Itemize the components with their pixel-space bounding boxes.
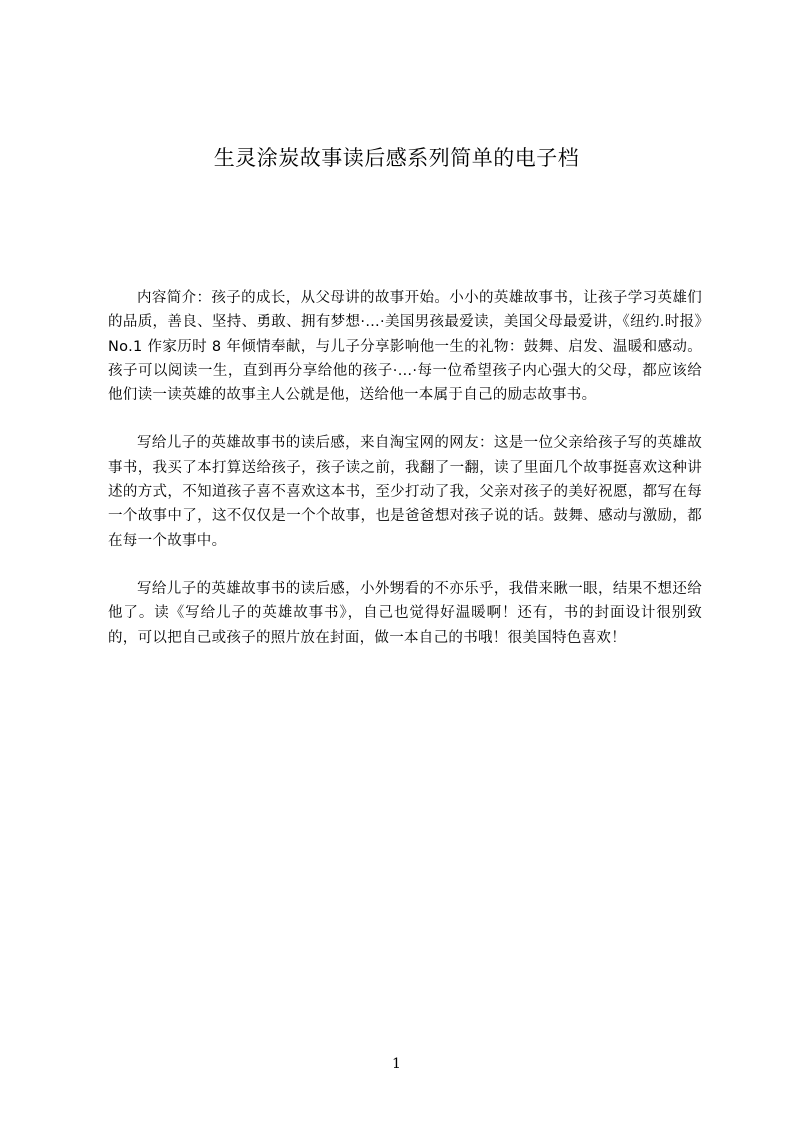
page-number: 1 — [392, 1056, 401, 1072]
paragraph-review-nephew: 写给儿子的英雄故事书的读后感，小外甥看的不亦乐乎，我借来瞅一眼，结果不想还给他了。读《写给儿子的英雄故事书》，自己也觉得好温暖啊！还有，书的封面设计很别致的，可以把自己或孩子的照片放在封面，做一本自己的书哦！很美国特色喜欢！ — [108, 580, 702, 646]
paragraph-intro: 内容简介：孩子的成长，从父母讲的故事开始。小小的英雄故事书，让孩子学习英雄们的品质，善良、坚持、勇敢、拥有梦想·…·美国男孩最爱读，美国父母最爱讲，《纽约.时报》No.1 作家历时 8 年倾情奉献，与儿子分享影响他一生的礼物：鼓舞、启发、温暖和感动。孩子可以阅读一生，直到再分享给他的孩子·…·每一位希望孩子内心强大的父母，都应该给他们读一读英雄的故事主人公就是他，送给他一本属于自己的励志故事书。 — [108, 290, 702, 404]
document-title: 生灵涂炭故事读后感系列简单的电子档 — [213, 146, 580, 170]
paragraph-review-taobao: 写给儿子的英雄故事书的读后感，来自淘宝网的网友：这是一位父亲给孩子写的英雄故事书，我买了本打算送给孩子，孩子读之前，我翻了一翻，读了里面几个故事挺喜欢这种讲述的方式，不知道孩子喜不喜欢这本书，至少打动了我，父亲对孩子的美好祝愿，都写在每一个故事中了，这不仅仅是一个个故事，也是爸爸想对孩子说的话。鼓舞、感动与激励，都在每一个故事中。 — [108, 435, 702, 549]
document-body — [108, 286, 702, 674]
